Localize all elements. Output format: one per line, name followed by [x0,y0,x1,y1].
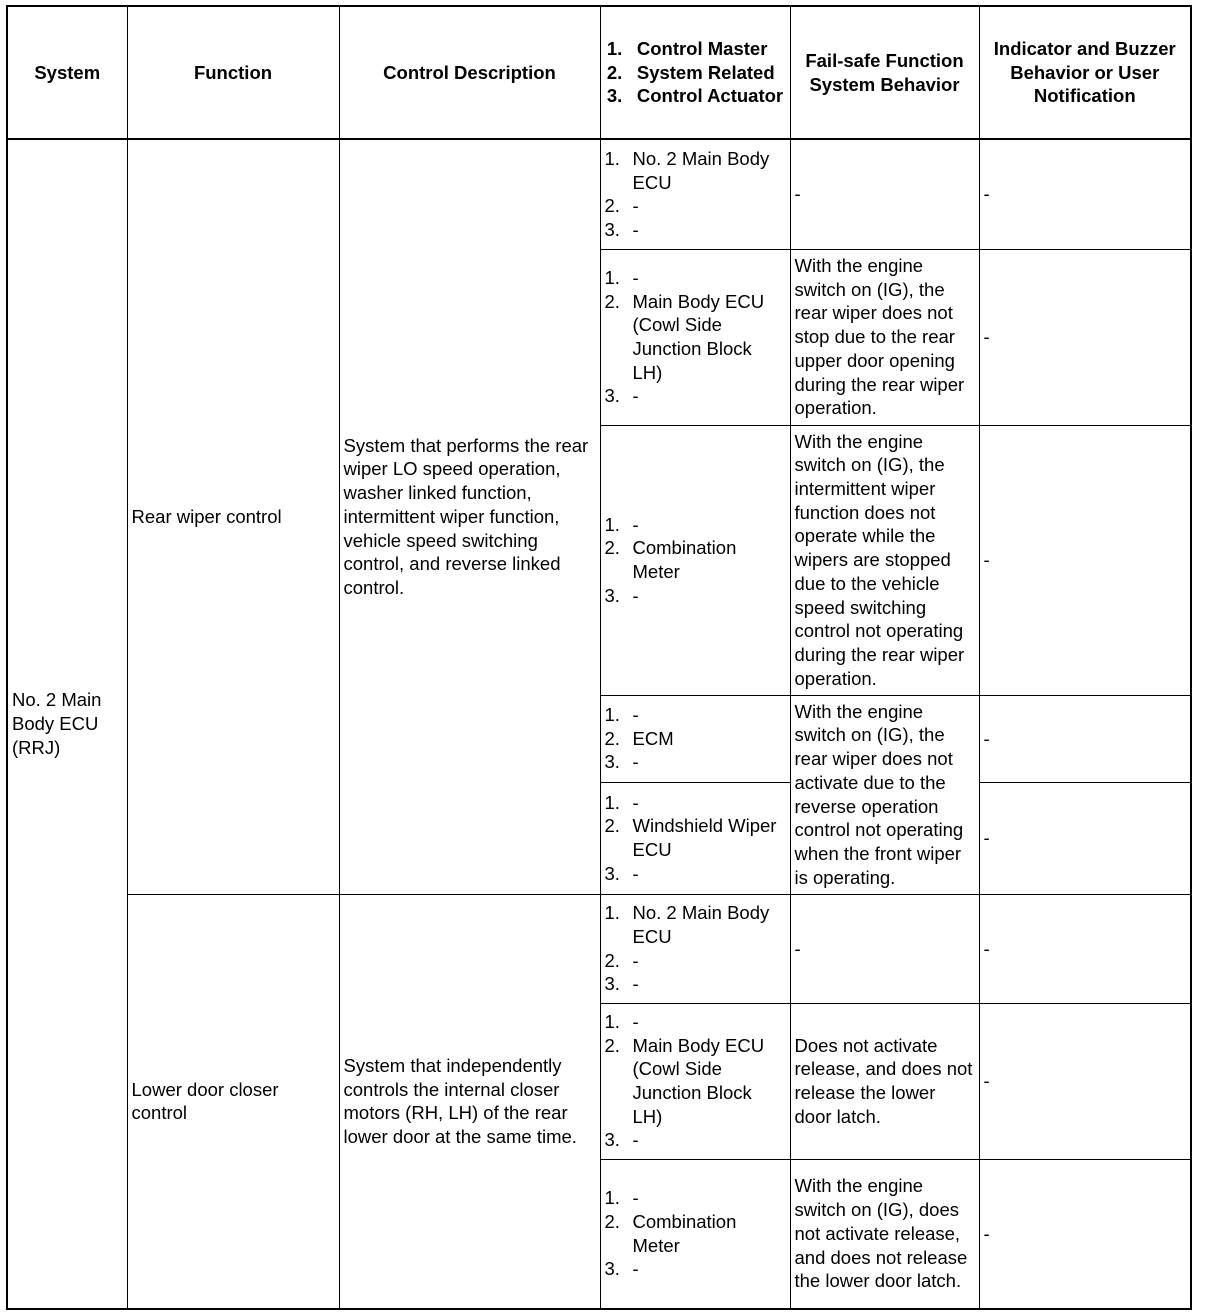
actor-cell: 1. - 2. Main Body ECU (Cowl Side Junction Block LH) 3. - [600,249,790,425]
control-actuator: - [632,862,639,884]
header-failsafe: Fail-safe Function System Behavior [790,6,979,139]
indicator-cell: - [979,249,1191,425]
header-indicator: Indicator and Buzzer Behavior or User Notification [979,6,1191,139]
control-actuator: - [632,1129,639,1151]
actor-cell: 1. - 2. ECM 3. - [600,695,790,782]
function-cell: Rear wiper control [127,139,339,894]
actor-cell: 1. No. 2 Main Body ECU 2. - 3. - [600,894,790,1003]
control-master: - [632,1010,639,1032]
actor-cell: 1. - 2. Main Body ECU (Cowl Side Junction Block LH) 3. - [600,1003,790,1159]
failsafe-cell: - [790,139,979,249]
num: 1. [606,37,623,59]
failsafe-cell: With the engine switch on (IG), the rear wiper does not activate due to the reverse operation control not operating when the front wiper is operating. [790,695,979,894]
control-master: - [632,266,639,288]
control-master: No. 2 Main Body ECU [632,902,770,947]
description-cell: System that performs the rear wiper LO speed operation, washer linked function, intermittent wiper function, vehicle speed switching control, and reverse linked control. [339,139,600,894]
failsafe-cell: With the engine switch on (IG), the rear wiper does not stop due to the rear upper door opening during the rear wiper operation. [790,249,979,425]
failsafe-cell: Does not activate release, and does not release the lower door latch. [790,1003,979,1159]
actor-cell: 1. - 2. Windshield Wiper ECU 3. - [600,782,790,894]
control-master: - [632,1187,639,1209]
table-row [7,139,1191,249]
indicator-cell: - [979,782,1191,894]
header-system: System [7,6,127,139]
header-actor [600,6,790,139]
description-cell: System that independently controls the internal closer motors (RH, LH) of the rear lower door at the same time. [339,894,600,1309]
table-row [7,894,1191,1003]
num: 2. [606,61,623,83]
system-cell: No. 2 Main Body ECU (RRJ) [7,139,127,1309]
actor-cell: 1. - 2. Combination Meter 3. - [600,425,790,695]
indicator-cell: - [979,1003,1191,1159]
header-control-master: Control Master [636,37,768,59]
system-related: Main Body ECU (Cowl Side Junction Block LH) [632,290,765,383]
failsafe-cell: With the engine switch on (IG), the intermittent wiper function does not operate while the wipers are stopped due to the vehicle speed switching control not operating during the rear wiper operation. [790,425,979,695]
system-related: Windshield Wiper ECU [632,815,777,860]
actor-cell: 1. - 2. Combination Meter 3. - [600,1159,790,1309]
indicator-cell: - [979,425,1191,695]
control-actuator: - [632,1258,639,1280]
control-master: - [632,703,639,725]
function-table [6,5,1192,1310]
indicator-cell: - [979,695,1191,782]
control-actuator: - [632,751,639,773]
header-control-actuator: Control Actuator [636,85,784,107]
system-related: - [632,949,639,971]
control-actuator: - [632,973,639,995]
actor-cell: 1. No. 2 Main Body ECU 2. - 3. - [600,139,790,249]
function-cell: Lower door closer control [127,894,339,1309]
header-row [7,6,1191,139]
header-system-related: System Related [636,61,775,83]
header-control-description: Control Description [339,6,600,139]
num: 3. [606,85,623,107]
control-master: No. 2 Main Body ECU [632,147,770,193]
failsafe-cell: - [790,894,979,1003]
indicator-cell: - [979,139,1191,249]
control-actuator: - [632,218,639,240]
system-related: Combination Meter [632,1211,737,1256]
control-actuator: - [632,584,639,606]
system-related: ECM [632,727,674,749]
control-master: - [632,791,639,813]
system-related: - [632,195,639,217]
system-related: Combination Meter [632,537,737,582]
header-function: Function [127,6,339,139]
control-actuator: - [632,385,639,407]
indicator-cell: - [979,894,1191,1003]
control-master: - [632,513,639,535]
indicator-cell: - [979,1159,1191,1309]
failsafe-cell: With the engine switch on (IG), does not activate release, and does not release the lower door latch. [790,1159,979,1309]
system-related: Main Body ECU (Cowl Side Junction Block LH) [632,1034,765,1127]
